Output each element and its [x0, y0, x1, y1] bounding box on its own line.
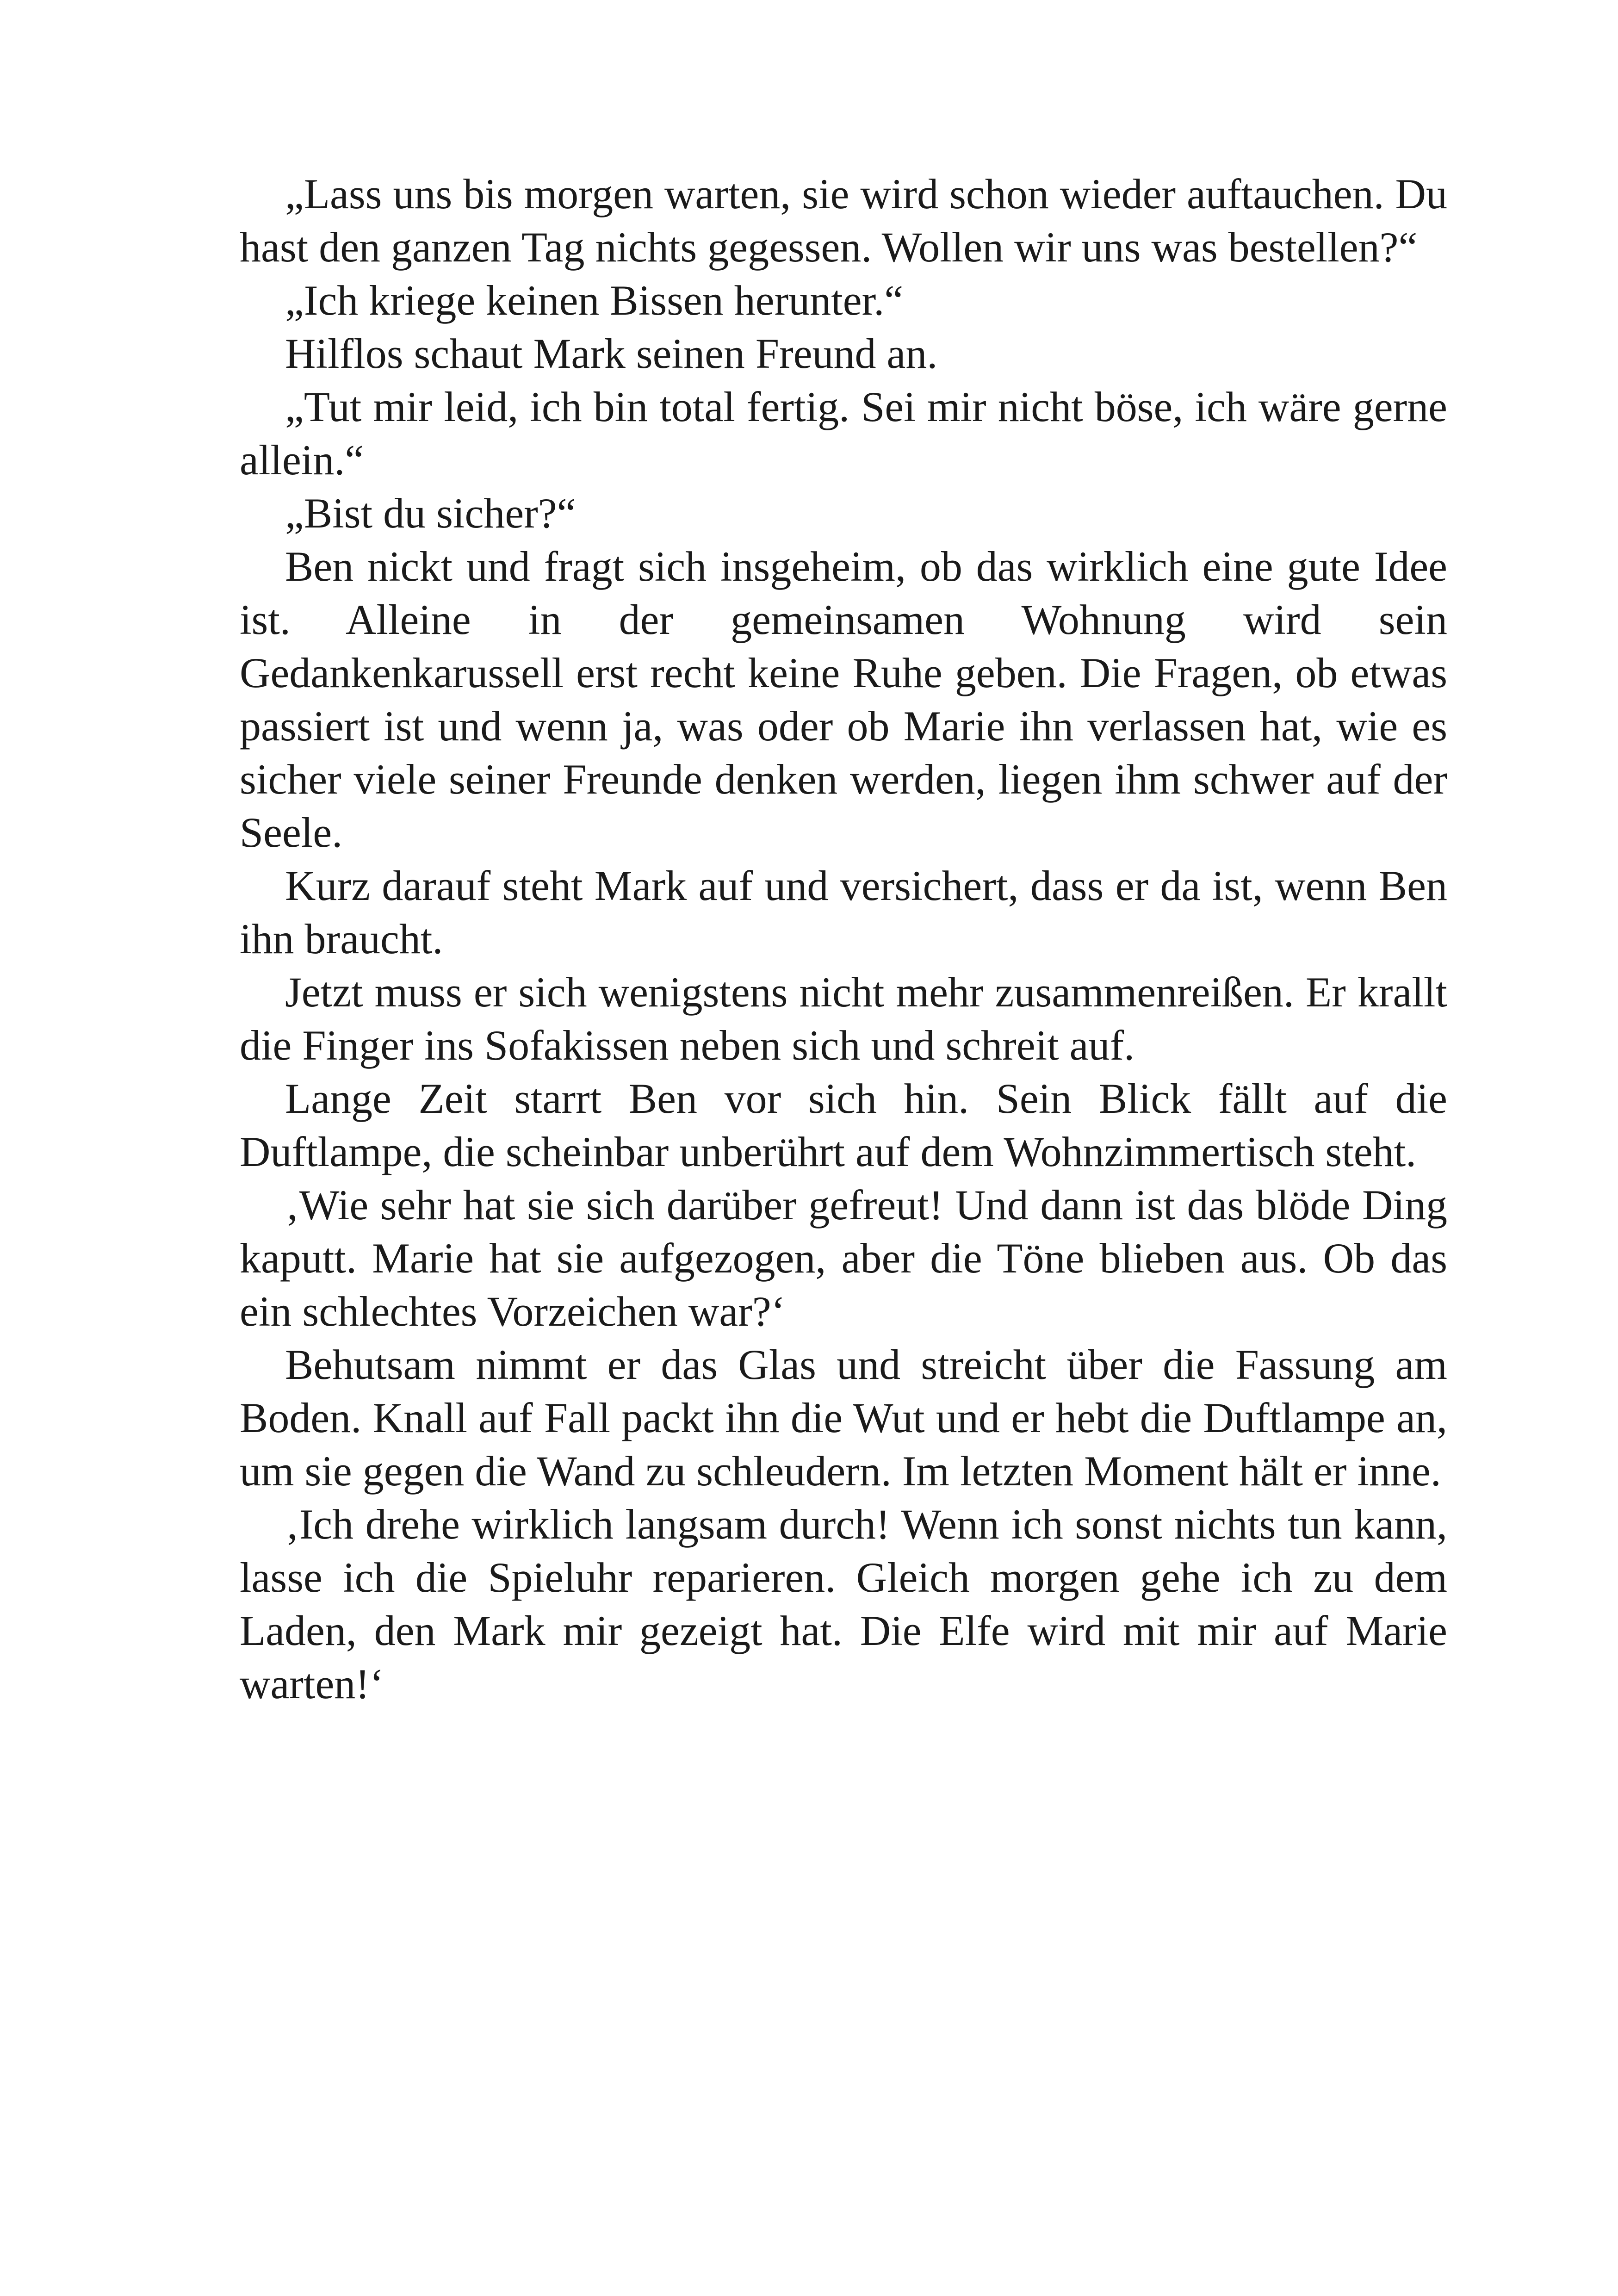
paragraph: Ben nickt und fragt sich insgeheim, ob das wirklich eine gute Idee ist. Alleine in der gemeinsamen Wohnung wird sein Gedankenkarussell erst recht keine Ruhe geben. Die Fragen, ob etwas passiert ist und wenn ja, was oder ob Marie ihn verlassen hat, wie es sicher viele seiner Freunde denken werden, liegen ihm schwer auf der Seele.: [240, 543, 1447, 856]
body-text: [240, 168, 1447, 1711]
paragraph: ‚Ich drehe wirklich langsam durch! Wenn ich sonst nichts tun kann, lasse ich die Spieluhr reparieren. Gleich morgen gehe ich zu dem Laden, den Mark mir gezeigt hat. Die Elfe wird mit mir auf Marie warten!‘: [240, 1501, 1447, 1707]
paragraph: Jetzt muss er sich wenigstens nicht mehr zusammenreißen. Er krallt die Finger ins Sofakissen neben sich und schreit auf.: [240, 968, 1447, 1069]
paragraph: Hilflos schaut Mark seinen Freund an.: [285, 330, 938, 377]
paragraph: „Bist du sicher?“: [285, 490, 576, 537]
paragraph: Behutsam nimmt er das Glas und streicht über die Fassung am Boden. Knall auf Fall packt ihn die Wut und er hebt die Duftlampe an, um sie gegen die Wand zu schleudern. Im letzten Moment hält er inne.: [240, 1341, 1447, 1495]
paragraph: Kurz darauf steht Mark auf und versichert, dass er da ist, wenn Ben ihn braucht.: [240, 862, 1447, 962]
paragraph: Lange Zeit starrt Ben vor sich hin. Sein Blick fällt auf die Duftlampe, die scheinbar unberührt auf dem Wohnzimmertisch steht.: [240, 1075, 1447, 1175]
paragraph: „Lass uns bis morgen warten, sie wird schon wieder auftauchen. Du hast den ganzen Tag nichts gegessen. Wollen wir uns was bestellen?“: [240, 170, 1447, 271]
paragraph: ‚Wie sehr hat sie sich darüber gefreut! Und dann ist das blöde Ding kaputt. Marie hat sie aufgezogen, aber die Töne blieben aus. Ob das ein schlechtes Vorzeichen war?‘: [240, 1181, 1447, 1335]
paragraph: „Tut mir leid, ich bin total fertig. Sei mir nicht böse, ich wäre gerne allein.“: [240, 383, 1447, 484]
paragraph: „Ich kriege keinen Bissen herunter.“: [285, 277, 904, 324]
